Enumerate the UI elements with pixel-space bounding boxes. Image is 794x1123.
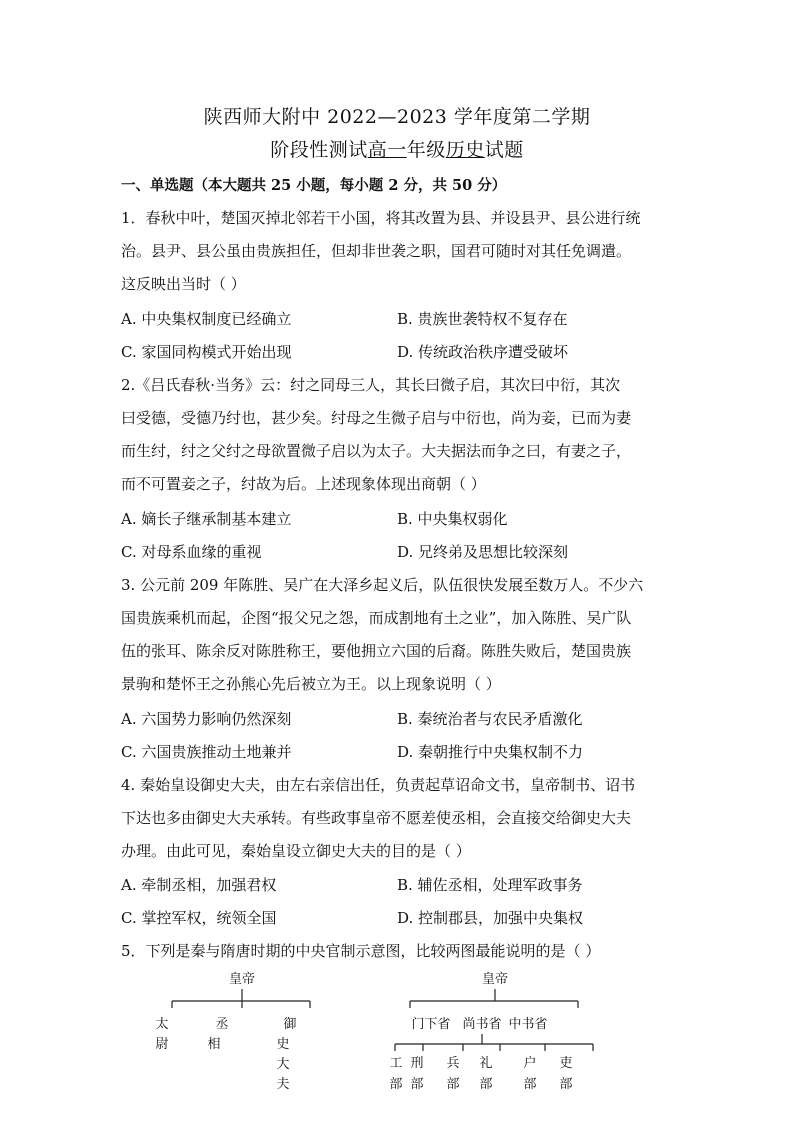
tang-hubu-char2: 部: [523, 1077, 537, 1092]
q2-line3: 而生纣，纣之父纣之母欲置微子启以为太子。大夫据法而争之曰，有妻之子，: [121, 442, 632, 460]
tang-bingbu-char1: 兵: [446, 1056, 460, 1071]
tang-hubu-char1: 户: [523, 1056, 537, 1071]
qin-yushidafu-char2: 史: [276, 1037, 290, 1052]
q3-line3: 伍的张耳、陈余反对陈胜称王，要他拥立六国的后裔。陈胜失败后，楚国贵族: [121, 642, 632, 660]
tang-libu-ritual-char2: 部: [479, 1077, 493, 1092]
qin-chengxiang-char2: 相: [207, 1037, 221, 1052]
q1-option-d[interactable]: D. 传统政治秩序遭受破坏: [397, 343, 569, 361]
q2-option-b[interactable]: B. 中央集权弱化: [397, 510, 508, 528]
tang-xingbu-char2: 部: [410, 1077, 424, 1092]
tang-bingbu-char2: 部: [446, 1077, 460, 1092]
title-part-stage-test: 阶段性测试: [270, 139, 368, 161]
title-part-grade: 高一: [367, 139, 407, 161]
tang-libu-ritual-char1: 礼: [479, 1056, 493, 1071]
qin-yushidafu-char4: 夫: [276, 1077, 290, 1092]
q1-option-b[interactable]: B. 贵族世袭特权不复存在: [397, 310, 568, 328]
exam-title-line1: 陕西师大附中 2022—2023 学年度第二学期: [203, 106, 591, 128]
q1-option-a[interactable]: A. 中央集权制度已经确立: [121, 310, 292, 328]
tang-province-zhongshu: 中书省: [508, 1017, 548, 1032]
suitang-officials-diagram: [380, 968, 605, 1098]
q2-line4: 而不可置妾之子，纣故为后。上述现象体现出商朝（ ）: [121, 475, 486, 493]
qin-officials-diagram: [150, 968, 330, 1103]
q3-option-c[interactable]: C. 六国贵族推动土地兼并: [121, 743, 292, 761]
q1-option-c[interactable]: C. 家国同构模式开始出现: [121, 343, 292, 361]
qin-yushidafu-char3: 大: [276, 1057, 290, 1072]
title-part-grade-suffix: 年级: [406, 139, 446, 161]
title-part-subject: 历史: [445, 139, 485, 161]
qin-root-emperor: 皇帝: [228, 972, 256, 987]
q4-line3: 办理。由此可见，秦始皇设立御史大夫的目的是（ ）: [121, 842, 471, 860]
tang-province-shangshu: 尚书省: [462, 1017, 502, 1032]
qin-taiwei-char1: 太: [155, 1017, 169, 1032]
q2-option-d[interactable]: D. 兄终弟及思想比较深刻: [397, 543, 569, 561]
q4-option-c[interactable]: C. 掌控军权，统领全国: [121, 909, 277, 927]
q3-line1: 3. 公元前 209 年陈胜、吴广在大泽乡起义后，队伍很快发展至数万人。不少六: [121, 576, 644, 594]
section-heading: 一、单选题（本大题共 25 小题，每小题 2 分，共 50 分）: [121, 177, 507, 194]
tang-root-emperor: 皇帝: [481, 972, 509, 987]
tang-gongbu-char2: 部: [389, 1077, 403, 1092]
q3-option-a[interactable]: A. 六国势力影响仍然深刻: [121, 710, 292, 728]
q4-line2: 下达也多由御史大夫承转。有些政事皇帝不愿差使丞相，会直接交给御史大夫: [121, 809, 632, 827]
q1-line3: 这反映出当时（ ）: [121, 275, 246, 293]
title-part-exam: 试题: [484, 139, 524, 161]
q1-line1: 1．春秋中叶，楚国灭掉北邻若干小国，将其改置为县、并设县尹、县公进行统: [121, 209, 641, 227]
q3-line2: 国贵族乘机而起，企图“报父兄之怨，而成割地有土之业”，加入陈胜、吴广队: [121, 609, 632, 627]
q2-line2: 曰受德，受德乃纣也，甚少矣。纣母之生微子启与中衍也，尚为妾，已而为妻: [121, 409, 632, 427]
tang-libu-personnel-char1: 吏: [559, 1056, 573, 1071]
q2-line1: 2.《吕氏春秋·当务》云：纣之同母三人，其长曰微子启，其次曰中衍，其次: [121, 376, 621, 394]
q4-line1: 4. 秦始皇设御史大夫，由左右亲信出任，负责起草诏命文书，皇帝制书、诏书: [121, 776, 636, 794]
tang-province-menxia: 门下省: [411, 1017, 451, 1032]
q3-line4: 景驹和楚怀王之孙熊心先后被立为王。以上现象说明（ ）: [121, 675, 501, 693]
qin-taiwei-char2: 尉: [155, 1037, 169, 1052]
exam-title-line2: [0, 135, 794, 162]
q2-option-c[interactable]: C. 对母系血缘的重视: [121, 543, 262, 561]
tang-gongbu-char1: 工: [389, 1056, 403, 1071]
q4-option-b[interactable]: B. 辅佐丞相，处理军政事务: [397, 876, 583, 894]
q3-option-b[interactable]: B. 秦统治者与农民矛盾激化: [397, 710, 583, 728]
tang-xingbu-char1: 刑: [410, 1056, 424, 1071]
q5-line1: 5．下列是秦与隋唐时期的中央官制示意图，比较两图最能说明的是（ ）: [121, 942, 601, 960]
q4-option-a[interactable]: A. 牵制丞相，加强君权: [121, 876, 277, 894]
qin-yushidafu-char1: 御: [283, 1017, 297, 1032]
tang-libu-personnel-char2: 部: [559, 1077, 573, 1092]
q3-option-d[interactable]: D. 秦朝推行中央集权制不力: [397, 743, 584, 761]
qin-chengxiang-char1: 丞: [215, 1017, 229, 1032]
q4-option-d[interactable]: D. 控制郡县，加强中央集权: [397, 909, 584, 927]
q1-line2: 治。县尹、县公虽由贵族担任，但却非世袭之职，国君可随时对其任免调遣。: [121, 242, 632, 260]
q2-option-a[interactable]: A. 嫡长子继承制基本建立: [121, 510, 292, 528]
